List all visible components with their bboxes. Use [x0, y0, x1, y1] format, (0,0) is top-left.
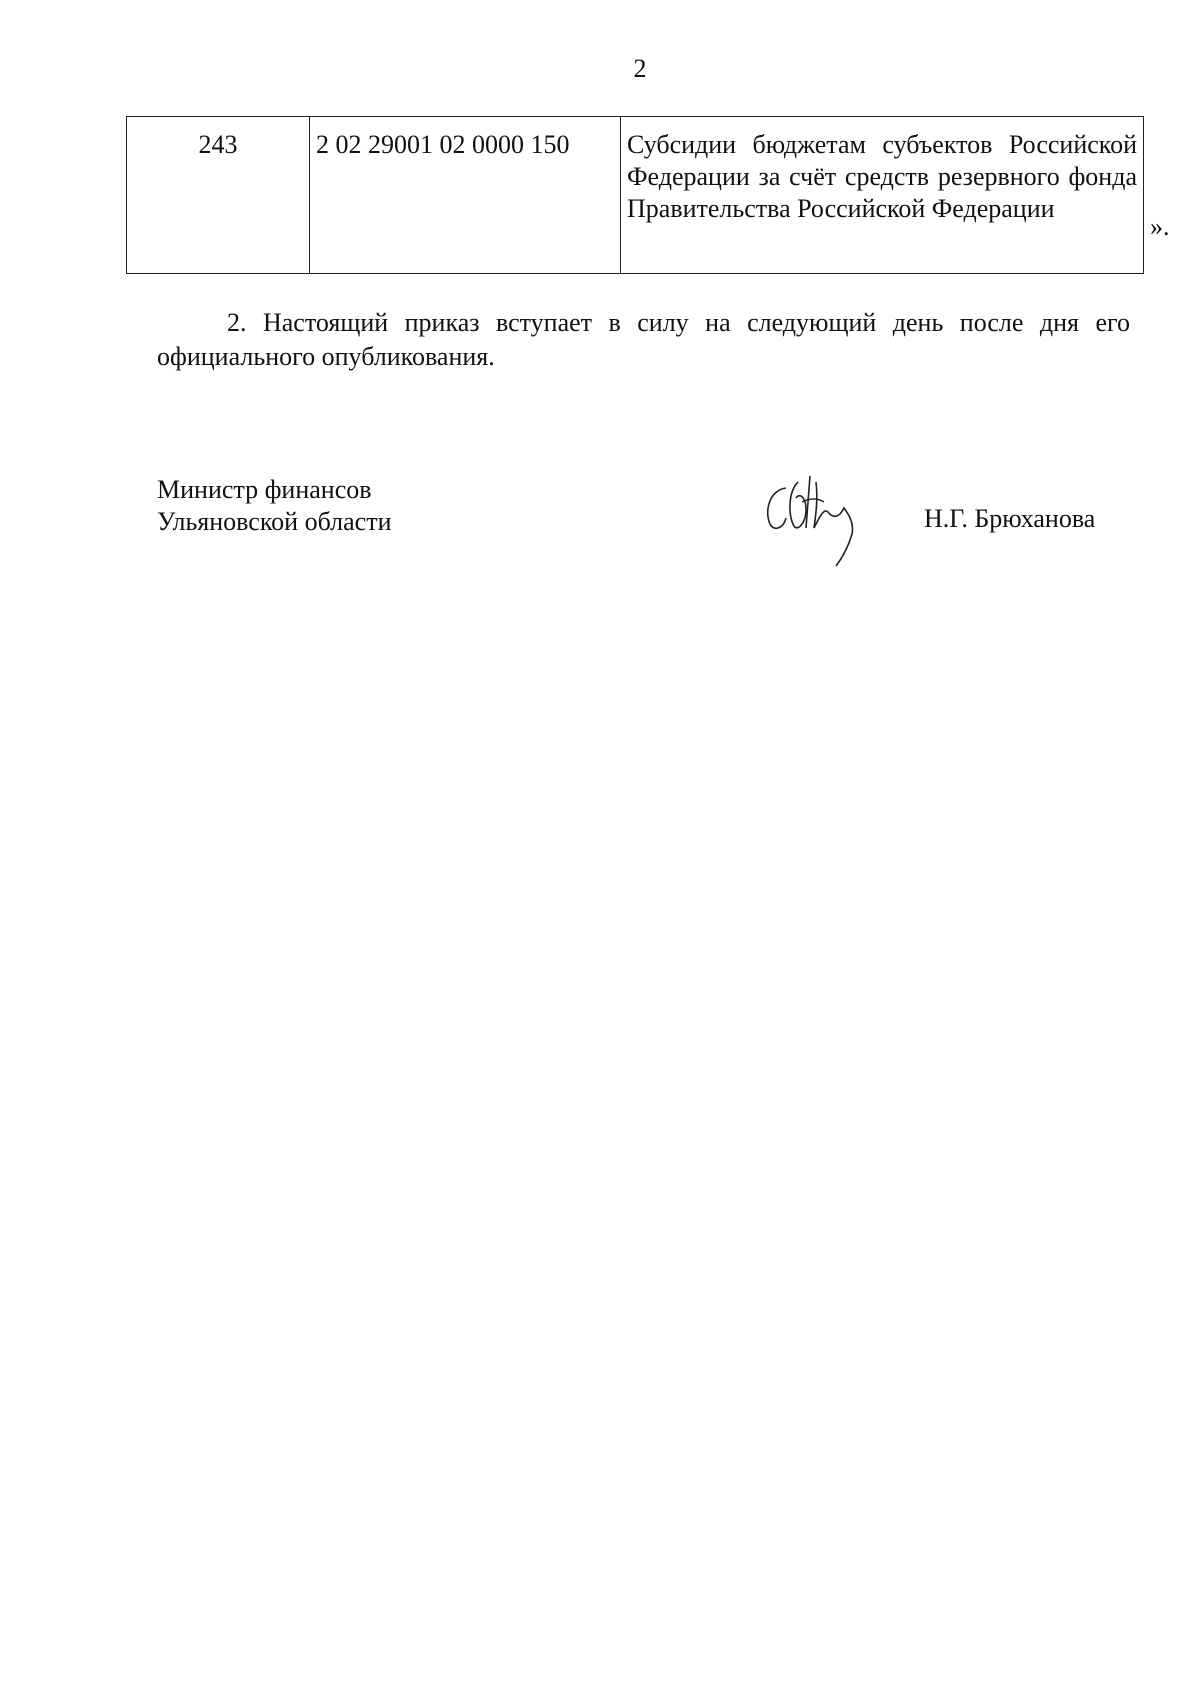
revenue-code-cell: 2 02 29001 02 0000 150: [310, 117, 621, 274]
table-row: [127, 117, 1144, 274]
handwritten-signature-icon: [758, 468, 878, 568]
revenue-name-cell: Субсидии бюджетам субъектов Российской Федерации за счёт средств резервного фонда Правительства Российской Федерации: [621, 117, 1144, 274]
budget-code-table: [126, 116, 1144, 274]
effective-date-paragraph: 2. Настоящий приказ вступает в силу на следующий день после дня его официального опубликования.: [157, 308, 1130, 371]
admin-code-cell: 243: [127, 117, 310, 274]
signatory-position-line-2: Ульяновской области: [157, 507, 392, 536]
page-number: 2: [633, 54, 647, 83]
closing-quote: ».: [1150, 212, 1170, 241]
signatory-name: Н.Г. Брюханова: [924, 504, 1096, 533]
signatory-position: [157, 474, 391, 538]
signatory-position-line-1: Министр финансов: [157, 475, 372, 504]
